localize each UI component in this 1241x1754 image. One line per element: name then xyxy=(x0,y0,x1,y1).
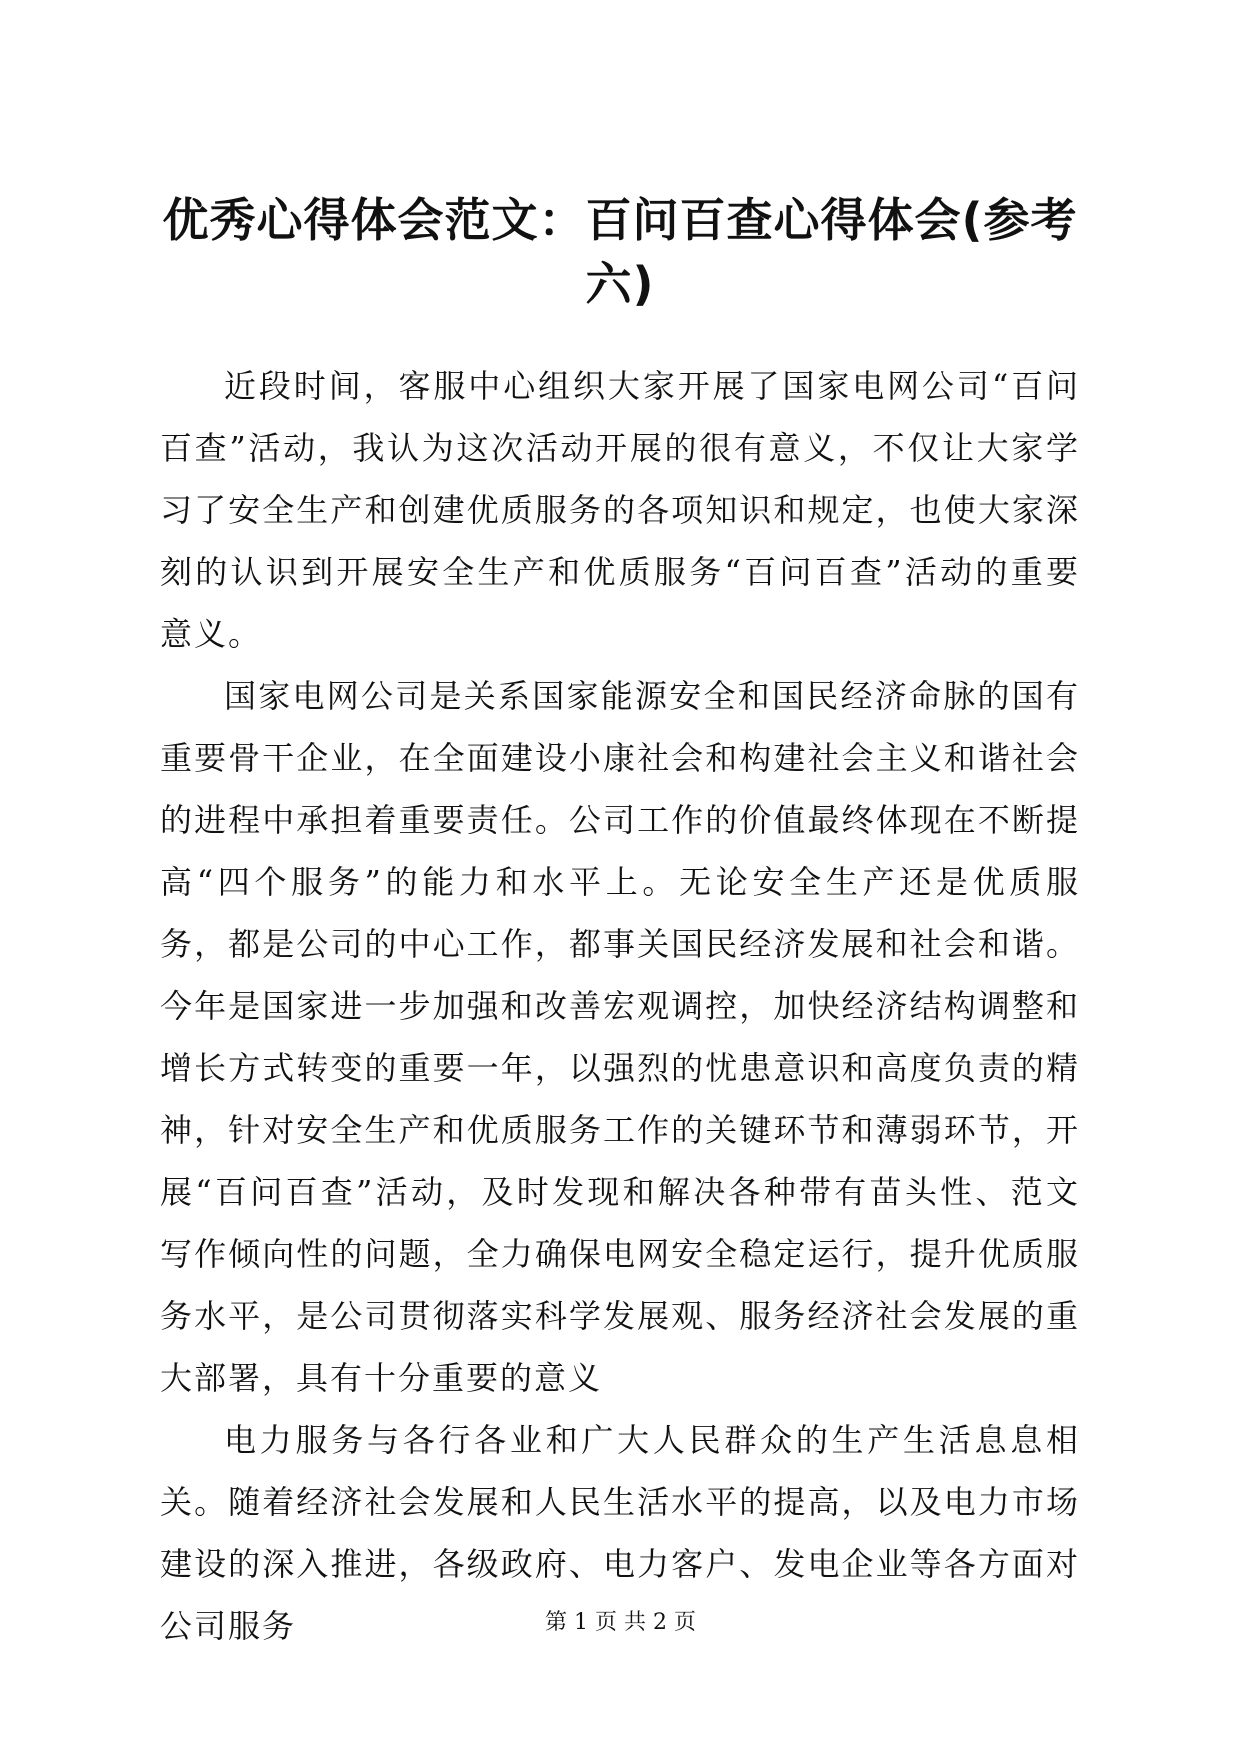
paragraph: 国家电网公司是关系国家能源安全和国民经济命脉的国有重要骨干企业，在全面建设小康社会和构建社会主义和谐社会的进程中承担着重要责任。公司工作的价值最终体现在不断提高“四个服务”的能力和水平上。无论安全生产还是优质服务，都是公司的中心工作，都事关国民经济发展和社会和谐。今年是国家进一步加强和改善宏观调控，加快经济结构调整和增长方式转变的重要一年，以强烈的忧患意识和高度负责的精神，针对安全生产和优质服务工作的关键环节和薄弱环节，开展“百问百查”活动，及时发现和解决各种带有苗头性、范文写作倾向性的问题，全力确保电网安全稳定运行，提升优质服务水平，是公司贯彻落实科学发展观、服务经济社会发展的重大部署，具有十分重要的意义 xyxy=(160,677,1080,1397)
paragraph: 近段时间，客服中心组织大家开展了国家电网公司“百问百查”活动，我认为这次活动开展的很有意义，不仅让大家学习了安全生产和创建优质服务的各项知识和规定，也使大家深刻的认识到开展安全生产和优质服务“百问百查”活动的重要意义。 xyxy=(160,367,1080,653)
document-body xyxy=(160,355,1080,1657)
page-number-footer: 第 1 页 共 2 页 xyxy=(545,1610,696,1635)
paragraph: 电力服务与各行各业和广大人民群众的生产生活息息相关。随着经济社会发展和人民生活水平的提高，以及电力市场建设的深入推进，各级政府、电力客户、发电企业等各方面对公司服务 xyxy=(160,1421,1080,1645)
document-title: 优秀心得体会范文：百问百查心得体会(参考六) xyxy=(162,193,1078,311)
